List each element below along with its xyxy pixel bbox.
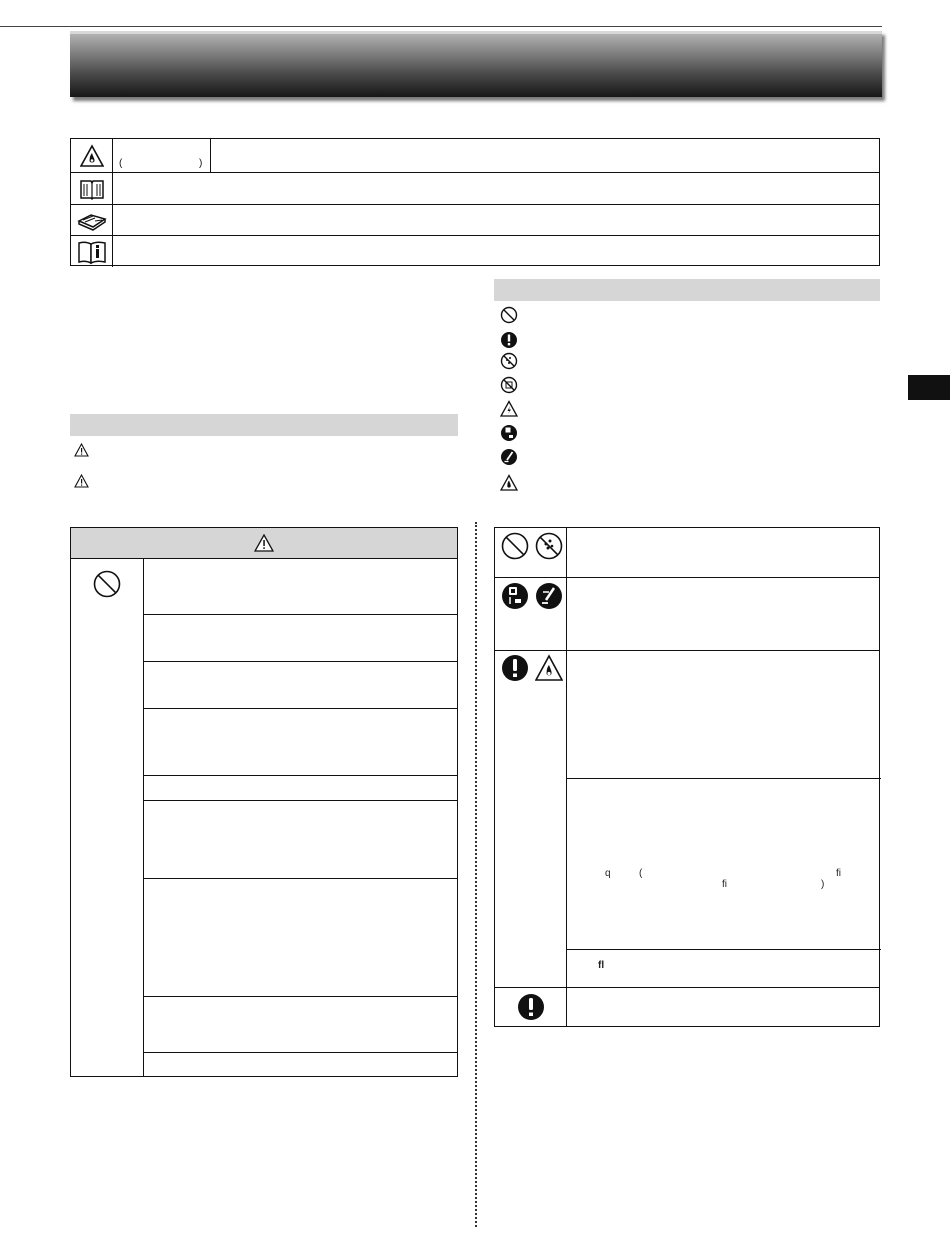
- no-water-icon: [535, 532, 563, 560]
- unplug-icon: [501, 582, 529, 610]
- icon-group-3: [501, 654, 563, 682]
- manual-book-icon: [71, 173, 113, 204]
- ground-icon: [500, 448, 518, 466]
- page-title-banner: [70, 31, 882, 97]
- row-divider: [144, 878, 458, 879]
- text-fragment: fi: [722, 879, 727, 890]
- signal-words-header: [70, 414, 458, 436]
- text-fragment: fi: [836, 868, 841, 879]
- warning-table: [70, 527, 458, 1077]
- info-booklet-icon: [71, 236, 113, 267]
- flammable-icon: [535, 654, 563, 682]
- electric-shock-icon: [500, 400, 518, 418]
- row-divider: [144, 1052, 458, 1053]
- prohibited-icon: [93, 570, 121, 598]
- row-divider: [144, 775, 458, 776]
- symbol-row-manual: [71, 173, 879, 205]
- text-fragment: fl: [598, 960, 605, 971]
- warning-icon-column: [71, 559, 144, 1076]
- row-divider: [144, 996, 458, 997]
- read-book-icon: [71, 205, 113, 235]
- symbol-row-info: [71, 236, 879, 267]
- mandatory-icon: [500, 331, 518, 349]
- column-divider: [475, 522, 477, 1227]
- marks-icon-list: [500, 306, 520, 516]
- row-divider: [144, 708, 458, 709]
- row-divider: [495, 577, 879, 578]
- warning-table-header: [71, 528, 457, 559]
- label-close-paren: ): [199, 158, 203, 169]
- symbol-legend-table: [70, 138, 880, 266]
- prohibited-icon: [500, 306, 518, 324]
- banner-highlight: [70, 31, 882, 34]
- top-rule: [0, 26, 882, 27]
- marks-section-header: [494, 279, 880, 301]
- flammable-icon: [500, 474, 518, 492]
- row-divider: [567, 778, 881, 779]
- label-open-paren: (: [119, 158, 123, 169]
- mandatory-icon: [517, 993, 545, 1021]
- row-divider: [144, 800, 458, 801]
- ground-icon: [535, 582, 563, 610]
- icon-group-2: [501, 582, 563, 610]
- warning-triangle-icon: [74, 443, 89, 457]
- row-divider: [144, 661, 458, 662]
- mandatory-icon: [501, 654, 529, 682]
- row-divider: [495, 987, 879, 988]
- warning-header-icon: [254, 534, 274, 552]
- text-fragment: (: [639, 868, 643, 879]
- row-divider: [567, 949, 881, 950]
- icon-group-1: [501, 532, 563, 560]
- text-fragment: q: [605, 868, 611, 879]
- row-divider: [495, 650, 879, 651]
- unplug-icon: [500, 424, 518, 442]
- symbol-label-cell: [113, 139, 211, 172]
- text-fragment: ): [821, 879, 825, 890]
- caution-triangle-icon: [74, 474, 89, 488]
- prohibited-icon: [501, 532, 529, 560]
- symbol-row-read: [71, 205, 879, 236]
- no-wet-hands-icon: [500, 376, 518, 394]
- symbol-row-flammable: [71, 139, 879, 173]
- row-divider: [144, 614, 458, 615]
- caution-table: [494, 527, 880, 1027]
- section-thumb-tab: [908, 375, 950, 400]
- no-water-icon: [500, 352, 518, 370]
- flammable-warning-icon: [71, 139, 113, 172]
